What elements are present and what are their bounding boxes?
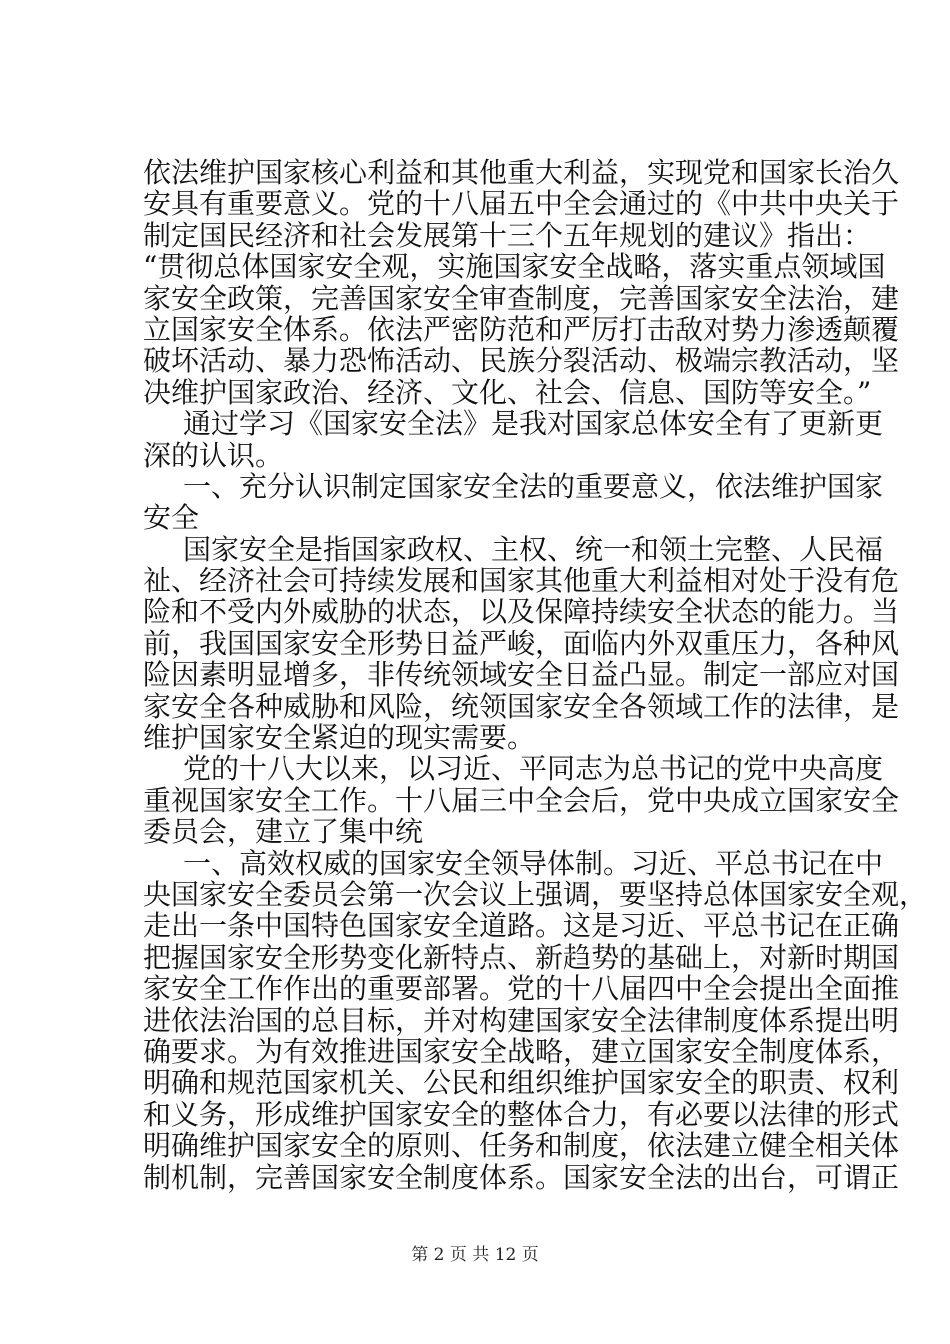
text-line: 家安全政策，完善国家安全审查制度，完善国家安全法治，建: [143, 281, 900, 315]
text-line: 依法维护国家核心利益和其他重大利益，实现党和国家长治久: [143, 156, 900, 189]
text-line: 祉、经济社会可持续发展和国家其他重大利益相对处于没有危: [143, 564, 900, 598]
text-line: 制定国民经济和社会发展第十三个五年规划的建议》指出：: [143, 218, 872, 252]
text-line: 安具有重要意义。党的十八届五中全会通过的《中共中央关于: [143, 187, 900, 221]
page-footer: [0, 1244, 950, 1266]
text-line: 家安全工作作出的重要部署。党的十八届四中全会提出全面推: [143, 972, 900, 1006]
text-line: 安全: [143, 501, 200, 535]
text-line: 险和不受内外威胁的状态，以及保障持续安全状态的能力。当: [143, 595, 900, 629]
text-line: 明确维护国家安全的原则、任务和制度，依法建立健全相关体: [143, 1129, 900, 1163]
text-line: 明确和规范国家机关、公民和组织维护国家安全的职责、权利: [143, 1066, 900, 1100]
text-line: 走出一条中国特色国家安全道路。这是习近、平总书记在正确: [143, 909, 900, 943]
text-line: 深的认识。: [143, 438, 284, 472]
text-line: 和义务，形成维护国家安全的整体合力，有必要以法律的形式: [143, 1097, 900, 1131]
text-line: 一、充分认识制定国家安全法的重要意义，依法维护国家: [183, 469, 884, 503]
text-line: 央国家安全委员会第一次会议上强调，要坚持总体国家安全观，: [143, 877, 928, 911]
text-line: 一、高效权威的国家安全领导体制。习近、平总书记在中: [183, 846, 884, 880]
text-line: 决维护国家政治、经济、文化、社会、信息、国防等安全。”: [143, 375, 872, 409]
text-line: 把握国家安全形势变化新特点、新趋势的基础上，对新时期国: [143, 940, 900, 974]
text-line: 维护国家安全紧迫的现实需要。: [143, 721, 536, 755]
text-line: 进依法治国的总目标，并对构建国家安全法律制度体系提出明: [143, 1003, 900, 1037]
text-line: 重视国家安全工作。十八届三中全会后，党中央成立国家安全: [143, 783, 900, 817]
text-line: 险因素明显增多，非传统领域安全日益凸显。制定一部应对国: [143, 658, 900, 692]
text-line: 家安全各种威胁和风险，统领国家安全各领域工作的法律，是: [143, 689, 900, 723]
text-line: 破坏活动、暴力恐怖活动、民族分裂活动、极端宗教活动，坚: [143, 344, 900, 378]
page-number-label: 第 2 页 共 12 页: [411, 1245, 539, 1265]
text-line: 制机制，完善国家安全制度体系。国家安全法的出台，可谓正: [143, 1160, 900, 1194]
text-line: 前，我国国家安全形势日益严峻，面临内外双重压力，各种风: [143, 626, 900, 660]
text-line: 立国家安全体系。依法严密防范和严厉打击敌对势力渗透颠覆: [143, 312, 900, 346]
text-line: 确要求。为有效推进国家安全战略，建立国家安全制度体系，: [143, 1034, 900, 1068]
document-body: [143, 156, 928, 1194]
text-line: 党的十八大以来，以习近、平同志为总书记的党中央高度: [183, 752, 884, 786]
text-line: 国家安全是指国家政权、主权、统一和领土完整、人民福: [183, 532, 884, 566]
text-line: 通过学习《国家安全法》是我对国家总体安全有了更新更: [183, 407, 884, 441]
text-line: “贯彻总体国家安全观，实施国家安全战略，落实重点领域国: [143, 250, 886, 284]
text-line: 委员会，建立了集中统: [143, 815, 424, 849]
